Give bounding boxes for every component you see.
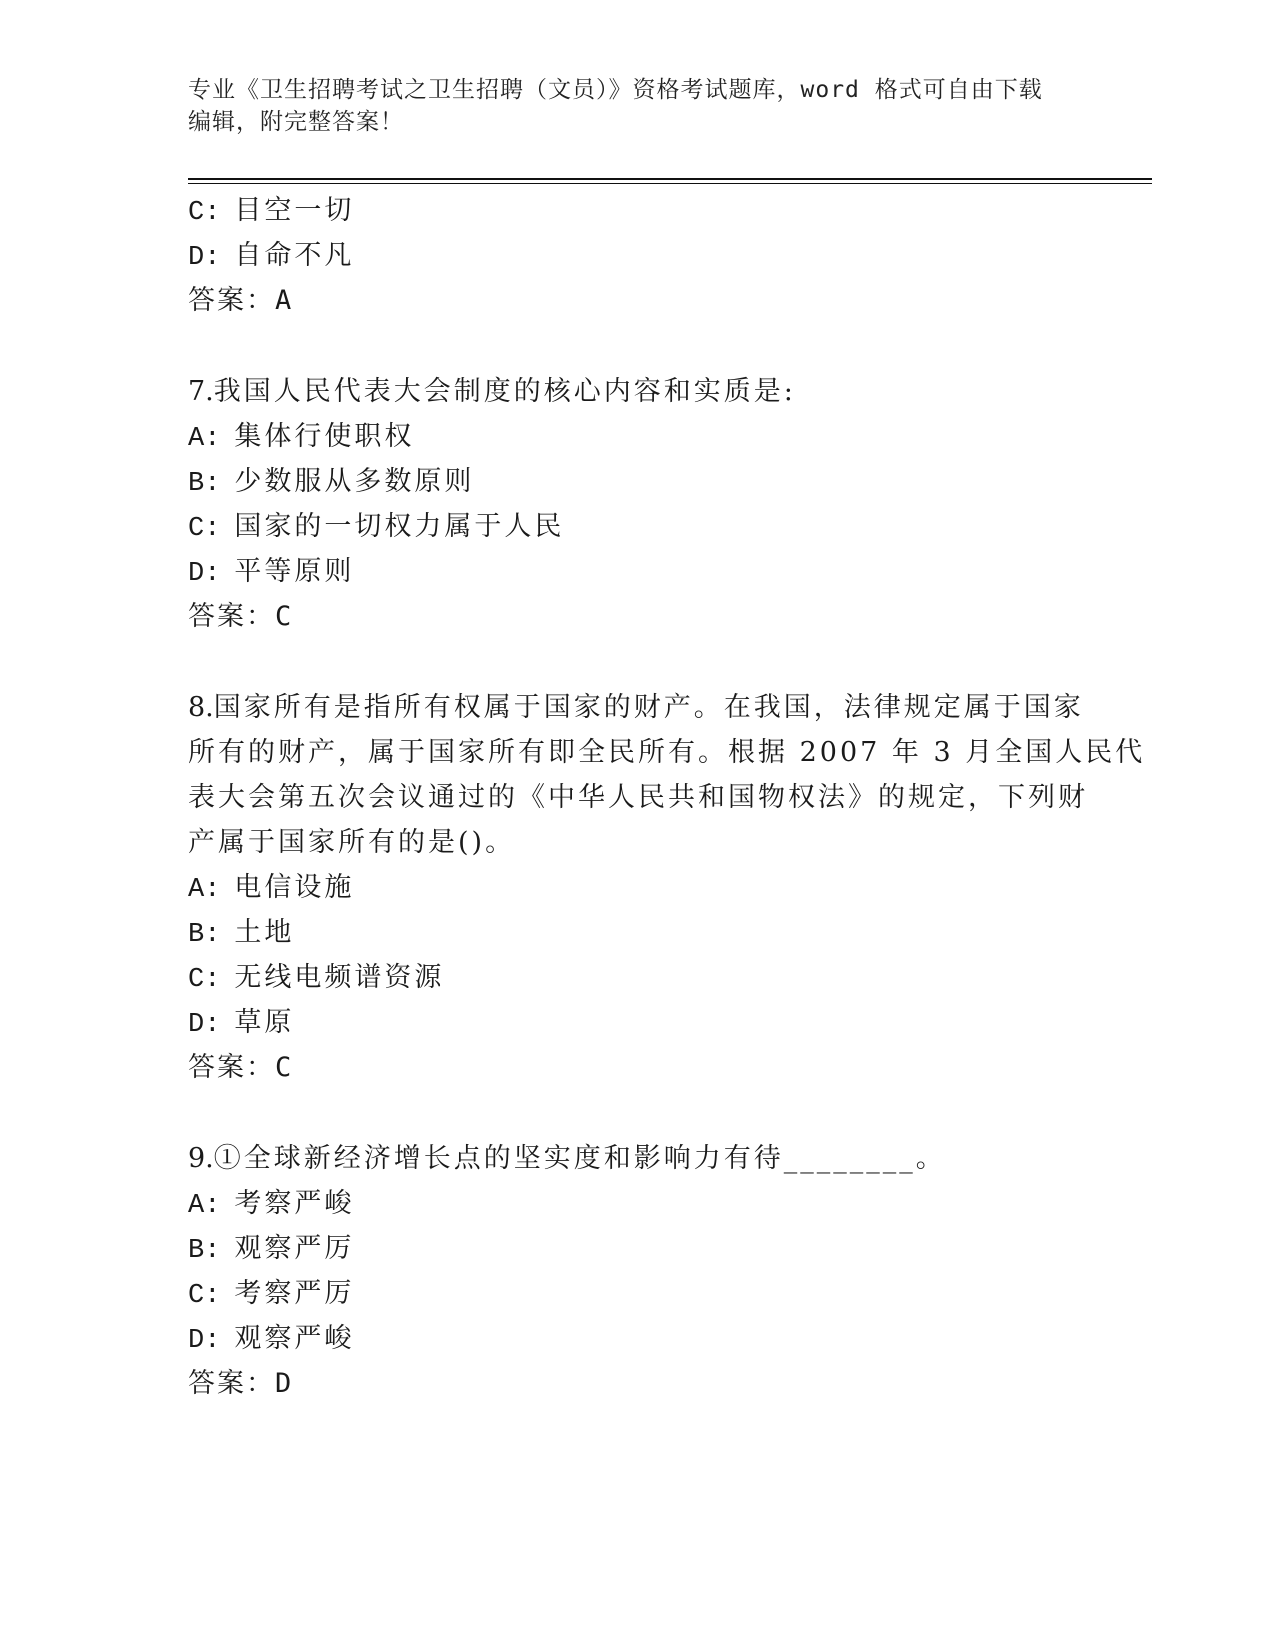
option-key: C: [188, 965, 221, 995]
spacer [188, 639, 1088, 685]
option-text: 草原 [234, 1007, 295, 1038]
option-row [188, 1181, 1088, 1226]
answer-value: C [275, 601, 292, 632]
option-text: 观察严厉 [234, 1233, 355, 1264]
option-text: 目空一切 [234, 195, 355, 226]
option-text: 自命不凡 [234, 240, 355, 271]
answer-row [188, 1045, 1088, 1090]
option-key: A: [188, 424, 221, 454]
question-text: 我国人民代表大会制度的核心内容和实质是: [213, 376, 796, 407]
option-key: D: [188, 243, 221, 273]
option-key: C: [188, 198, 221, 228]
spacer [188, 1090, 1088, 1136]
option-text: 少数服从多数原则 [234, 466, 475, 497]
document-body [188, 188, 1146, 1406]
option-row [188, 549, 1088, 594]
option-text: 平等原则 [234, 556, 355, 587]
question-number: 9. [188, 1143, 214, 1174]
option-text: 观察严峻 [234, 1323, 355, 1354]
option-row [188, 233, 1088, 278]
option-key: B: [188, 469, 221, 499]
option-row [188, 1000, 1088, 1045]
question-text-line: 表大会第五次会议通过的《中华人民共和国物权法》的规定，下列财 [188, 782, 1088, 813]
option-key: D: [188, 1326, 221, 1356]
option-text: 土地 [234, 917, 295, 948]
question-block-7 [188, 369, 1088, 639]
option-text: 考察严峻 [234, 1188, 355, 1219]
answer-value: A [275, 285, 292, 316]
question-block-8 [188, 685, 1146, 1090]
option-row [188, 1226, 1088, 1271]
option-row [188, 955, 1088, 1000]
answer-row [188, 278, 1088, 323]
answer-value: D [275, 1368, 292, 1399]
header-line-1: 专业《卫生招聘考试之卫生招聘（文员）》资格考试题库，word 格式可自由下载 [188, 77, 1043, 103]
question-title [188, 1136, 1088, 1181]
option-row [188, 188, 1088, 233]
option-row [188, 504, 1088, 549]
answer-row [188, 1361, 1088, 1406]
question-number: 7. [188, 376, 214, 407]
header-rule-thick [188, 178, 1152, 180]
option-row [188, 1316, 1088, 1361]
answer-label: 答案： [188, 1368, 275, 1399]
question-title [188, 369, 1088, 414]
option-key: D: [188, 559, 221, 589]
document-header [188, 74, 1068, 138]
answer-label: 答案： [188, 285, 275, 316]
option-key: C: [188, 514, 221, 544]
option-key: A: [188, 1191, 221, 1221]
option-text: 无线电频谱资源 [234, 962, 445, 993]
option-text: 电信设施 [234, 872, 355, 903]
header-rule-thin [188, 183, 1152, 184]
answer-value: C [275, 1052, 292, 1083]
question-block-9 [188, 1136, 1088, 1406]
option-text: 国家的一切权力属于人民 [234, 511, 565, 542]
option-row [188, 910, 1088, 955]
option-key: C: [188, 1281, 221, 1311]
option-row [188, 1271, 1088, 1316]
question-text-line: 产属于国家所有的是()。 [188, 827, 516, 858]
question-title [188, 685, 1088, 730]
option-row [188, 459, 1088, 504]
header-line-2: 编辑，附完整答案！ [188, 109, 404, 135]
spacer [188, 323, 1088, 369]
option-text: 考察严厉 [234, 1278, 355, 1309]
option-key: B: [188, 1236, 221, 1266]
option-row [188, 865, 1088, 910]
answer-label: 答案： [188, 601, 275, 632]
answer-label: 答案： [188, 1052, 275, 1083]
question-text: ①全球新经济增长点的坚实度和影响力有待________。 [213, 1143, 946, 1174]
option-text: 集体行使职权 [234, 421, 415, 452]
question-text: 国家所有是指所有权属于国家的财产。在我国，法律规定属于国家 [213, 692, 1084, 723]
option-key: B: [188, 920, 221, 950]
option-key: A: [188, 875, 221, 905]
question-text-line: 所有的财产，属于国家所有即全民所有。根据 2007 年 3 月全国人民代 [188, 737, 1146, 768]
prev-question-block [188, 188, 1088, 323]
option-key: D: [188, 1010, 221, 1040]
question-number: 8. [188, 692, 214, 723]
option-row [188, 414, 1088, 459]
answer-row [188, 594, 1088, 639]
